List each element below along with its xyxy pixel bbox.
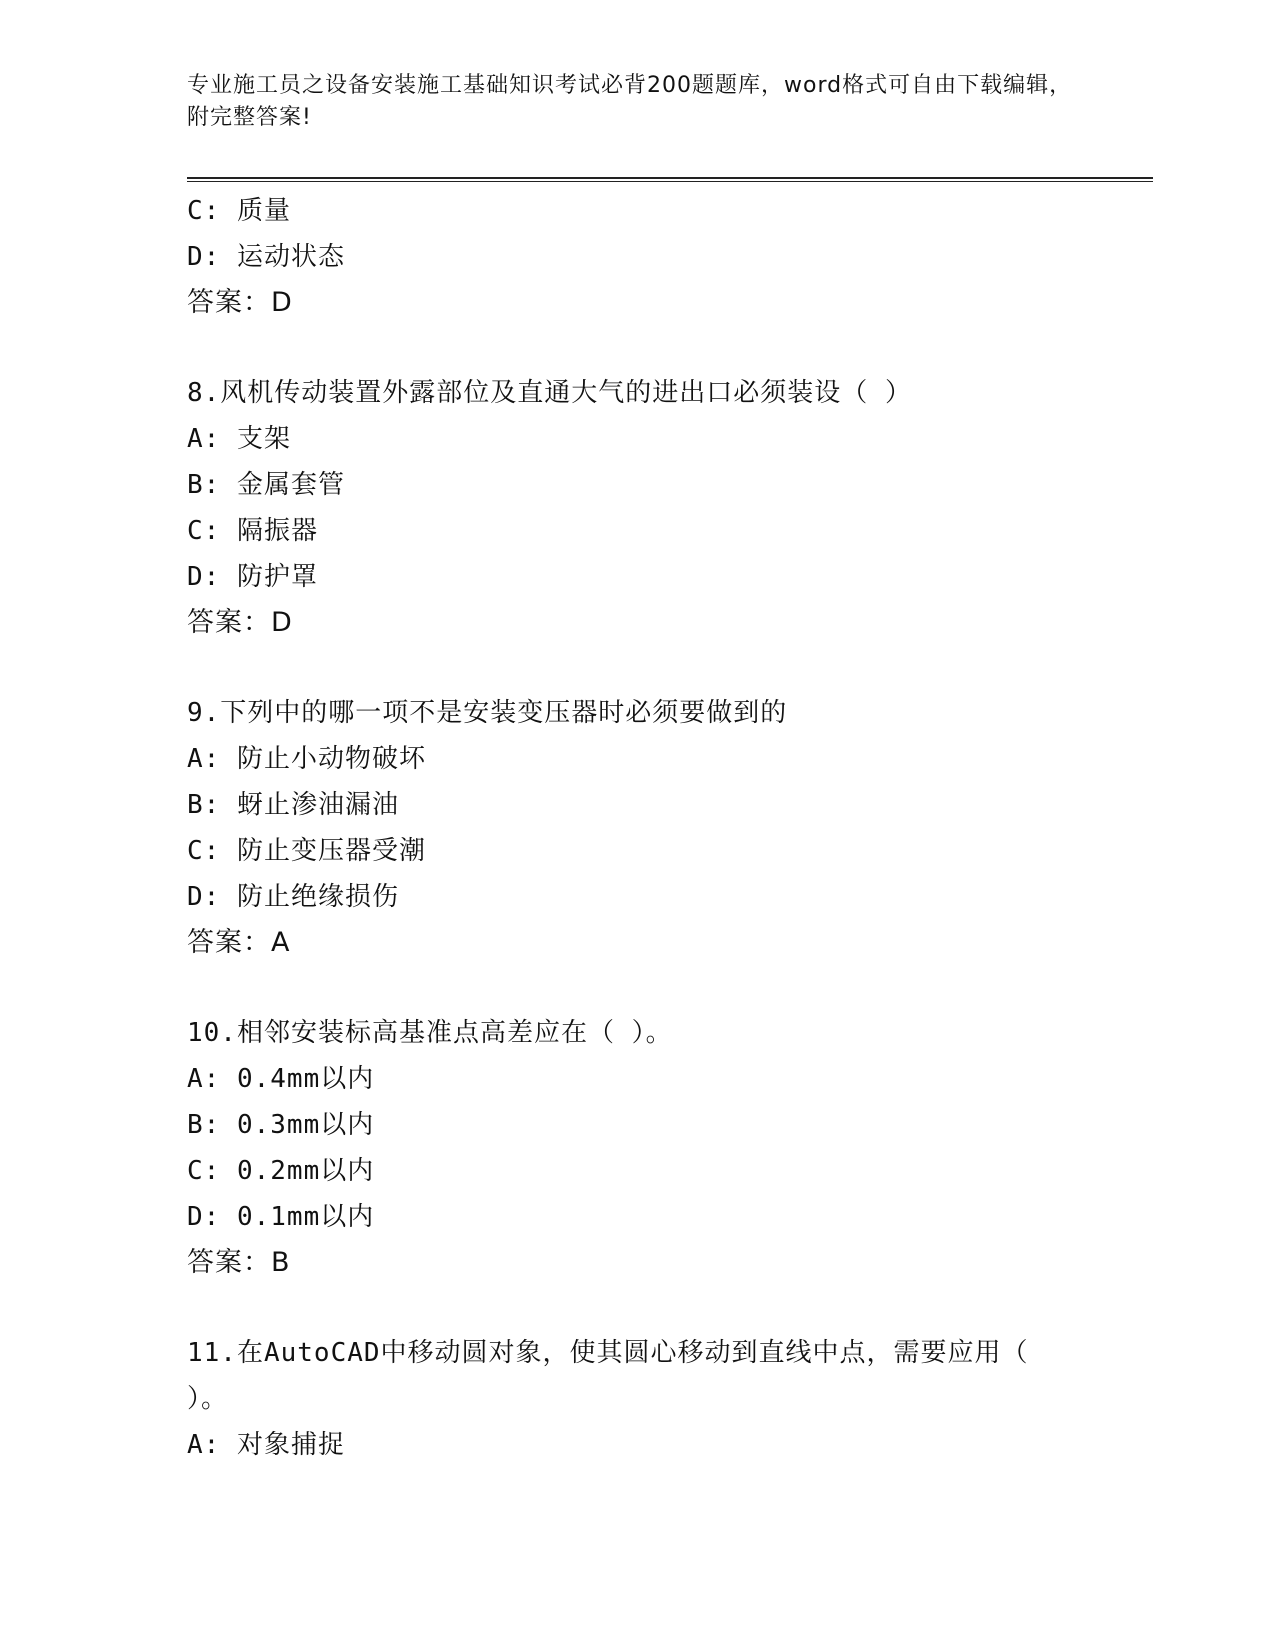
option-b: B: 蚜止渗油漏油 (187, 790, 399, 820)
question-text: 9.下列中的哪一项不是安装变压器时必须要做到的 (187, 698, 788, 728)
option-a: A: 0.4mm以内 (187, 1064, 375, 1094)
option-a: A: 对象捕捉 (187, 1430, 345, 1460)
answer-line: 答案：B (187, 1247, 291, 1278)
option-a: A: 支架 (187, 424, 291, 454)
question-text-line-1: 11.在AutoCAD中移动圆对象，使其圆心移动到直线中点，需要应用（ (187, 1338, 1029, 1368)
document-header-title: 专业施工员之设备安装施工基础知识考试必背200题题库，word格式可自由下载编辑，附完整答案! (187, 73, 1073, 130)
option-d: D: 0.1mm以内 (187, 1202, 375, 1232)
option-c: C: 质量 (187, 196, 291, 226)
answer-line: 答案：D (187, 287, 293, 318)
question-text: 8.风机传动装置外露部位及直通大气的进出口必须装设（ ） (187, 378, 912, 408)
option-d: D: 防止绝缘损伤 (187, 882, 399, 912)
header-divider (187, 177, 1153, 182)
option-c: C: 防止变压器受潮 (187, 836, 426, 866)
spacer (187, 646, 1087, 690)
answer-line: 答案：A (187, 927, 291, 958)
option-b: B: 0.3mm以内 (187, 1110, 375, 1140)
question-text-line-2: ）。 (187, 1384, 229, 1414)
option-c: C: 0.2mm以内 (187, 1156, 375, 1186)
option-d: D: 防护罩 (187, 562, 318, 592)
option-c: C: 隔振器 (187, 516, 318, 546)
question-text: 10.相邻安装标高基准点高差应在（ ）。 (187, 1018, 673, 1048)
question-list (187, 188, 1087, 1468)
option-a: A: 防止小动物破坏 (187, 744, 426, 774)
spacer (187, 966, 1087, 1010)
option-d: D: 运动状态 (187, 242, 345, 272)
spacer (187, 326, 1087, 370)
option-b: B: 金属套管 (187, 470, 345, 500)
spacer (187, 1286, 1087, 1330)
answer-line: 答案：D (187, 607, 293, 638)
